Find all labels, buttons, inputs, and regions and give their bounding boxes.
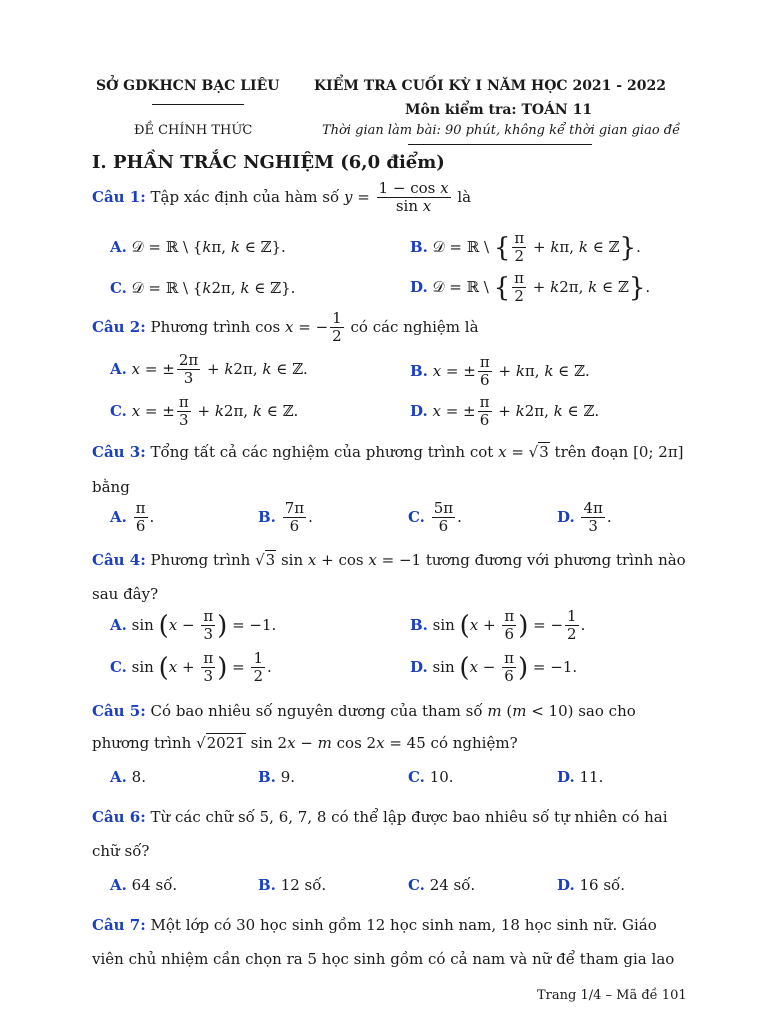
option-3b[interactable]: B. $\frac{7\pi}{6}$ . <box>258 499 313 536</box>
option-3a[interactable]: A. $\frac{\pi}{6}$ . <box>110 499 155 536</box>
exam-title: KIỂM TRA CUỐI KỲ I NĂM HỌC 2021 - 2022 <box>314 78 666 94</box>
option-1d[interactable]: D. 𝒟 = ℝ \ { $\frac{\pi}{2}$ + k2π, k ∈ ℤ}. <box>410 269 651 306</box>
time-note: Thời gian làm bài: 90 phút, không kể thời gian giao đề <box>322 123 681 138</box>
option-1a[interactable]: A. 𝒟 = ℝ \ {kπ, k ∈ ℤ}. <box>110 238 286 256</box>
question-2: Câu 2: Phương trình cos x = − $\frac{1}{2}$ có các nghiệm là <box>92 309 479 346</box>
question-label: Câu 1: <box>92 187 146 206</box>
question-6-cont: chữ số? <box>92 842 150 860</box>
page-footer: Trang 1/4 – Mã đề 101 <box>537 988 687 1003</box>
question-1: Câu 1: Tập xác định của hàm số y = $\frac{\text{1 − cos x}}{\text{sin x}}$ là <box>92 179 472 216</box>
option-3c[interactable]: C. $\frac{5\pi}{6}$ . <box>408 499 462 536</box>
question-7-cont: viên chủ nhiệm cần chọn ra 5 học sinh gồm có cả nam và nữ để tham gia lao <box>92 950 675 968</box>
question-6: Câu 6: Từ các chữ số 5, 6, 7, 8 có thể lập được bao nhiêu số tự nhiên có hai <box>92 808 668 826</box>
option-2d[interactable]: D. x = ± $\frac{\pi}{6}$ + k2π, k ∈ ℤ. <box>410 393 600 430</box>
option-1c[interactable]: C. 𝒟 = ℝ \ {k2π, k ∈ ℤ}. <box>110 279 296 297</box>
option-6d[interactable]: D. 16 số. <box>557 876 625 894</box>
option-5c[interactable]: C. 10. <box>408 768 454 786</box>
option-6a[interactable]: A. 64 số. <box>110 876 178 894</box>
option-4d[interactable]: D. sin (x − $\frac{\pi}{6}$ ) = −1. <box>410 649 578 686</box>
header-divider <box>152 104 244 105</box>
question-3-cont: bằng <box>92 478 130 496</box>
option-2a[interactable]: A. x = ± $\frac{2\pi}{3}$ + k2π, k ∈ ℤ. <box>110 351 308 388</box>
option-4b[interactable]: B. sin (x + $\frac{\pi}{6}$ ) = − $\frac{1}{2}$ . <box>410 607 586 644</box>
official-label: ĐỀ CHÍNH THỨC <box>134 123 253 138</box>
question-5: Câu 5: Có bao nhiêu số nguyên dương của tham số m (m < 10) sao cho <box>92 702 636 720</box>
time-underline <box>408 144 592 145</box>
option-4c[interactable]: C. sin (x + $\frac{\pi}{3}$ ) = $\frac{1}{2}$ . <box>110 649 272 686</box>
department-name: SỞ GDKHCN BẠC LIÊU <box>96 78 280 94</box>
section-title: I. PHẦN TRẮC NGHIỆM (6,0 điểm) <box>92 152 445 173</box>
exam-subject: Môn kiểm tra: TOÁN 11 <box>405 102 593 118</box>
option-1b[interactable]: B. 𝒟 = ℝ \ { $\frac{\pi}{2}$ + kπ, k ∈ ℤ}. <box>410 229 641 266</box>
option-4a[interactable]: A. sin (x − $\frac{\pi}{3}$ ) = −1. <box>110 607 277 644</box>
option-6c[interactable]: C. 24 số. <box>408 876 476 894</box>
option-2b[interactable]: B. x = ± $\frac{\pi}{6}$ + kπ, k ∈ ℤ. <box>410 353 590 390</box>
option-5d[interactable]: D. 11. <box>557 768 604 786</box>
option-3d[interactable]: D. $\frac{4\pi}{3}$ . <box>557 499 612 536</box>
option-2c[interactable]: C. x = ± $\frac{\pi}{3}$ + k2π, k ∈ ℤ. <box>110 393 299 430</box>
question-4-cont: sau đây? <box>92 585 159 603</box>
question-7: Câu 7: Một lớp có 30 học sinh gồm 12 học sinh nam, 18 học sinh nữ. Giáo <box>92 916 657 934</box>
question-4: Câu 4: Phương trình √3 sin x + cos x = −1 tương đương với phương trình nào <box>92 551 686 569</box>
option-5a[interactable]: A. 8. <box>110 768 146 786</box>
question-5-cont: phương trình √2021 sin 2x − m cos 2x = 45 có nghiệm? <box>92 734 518 752</box>
option-6b[interactable]: B. 12 số. <box>258 876 327 894</box>
question-3: Câu 3: Tổng tất cả các nghiệm của phương trình cot x = √3 trên đoạn [0; 2π] <box>92 443 684 461</box>
option-5b[interactable]: B. 9. <box>258 768 295 786</box>
